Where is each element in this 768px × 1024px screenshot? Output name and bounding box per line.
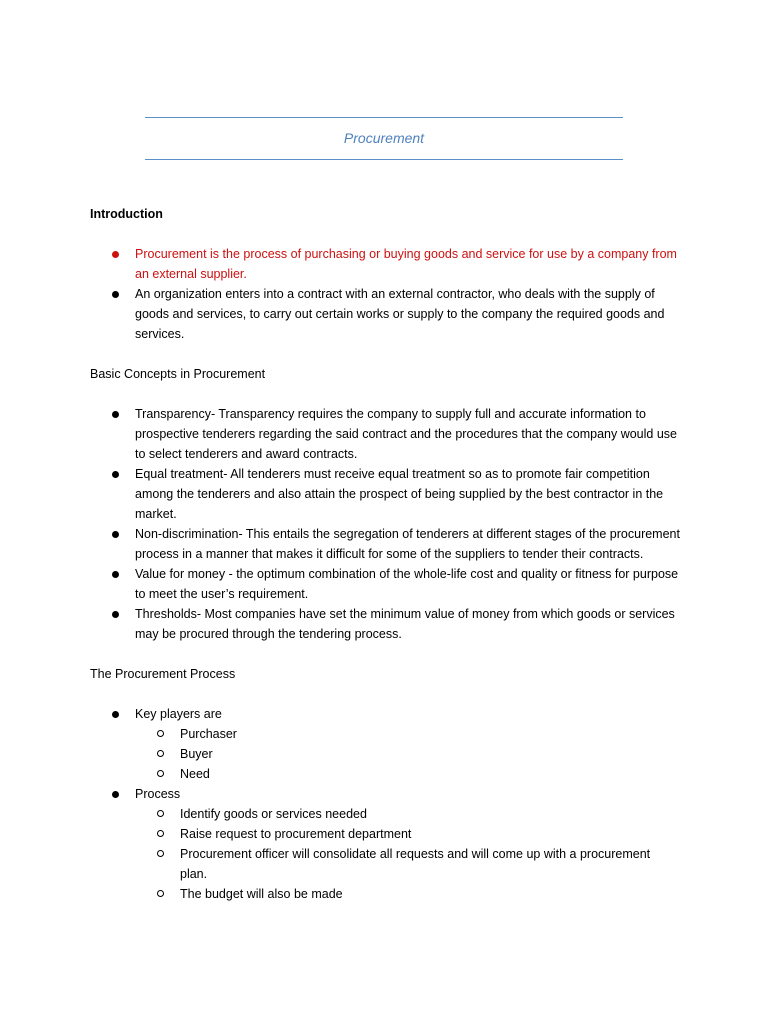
list-item bbox=[90, 404, 680, 464]
sublist-item bbox=[135, 844, 680, 884]
process-sublist bbox=[135, 804, 680, 904]
document-title: Procurement bbox=[343, 130, 425, 146]
bullet-icon bbox=[112, 571, 119, 578]
bullet-icon bbox=[112, 471, 119, 478]
list-item bbox=[90, 704, 680, 784]
circle-bullet-icon bbox=[157, 750, 164, 757]
sublist-item-text: Identify goods or services needed bbox=[180, 807, 367, 821]
circle-bullet-icon bbox=[157, 770, 164, 777]
sublist-item-text: Purchaser bbox=[180, 727, 237, 741]
circle-bullet-icon bbox=[157, 730, 164, 737]
sublist-item bbox=[135, 884, 680, 904]
list-item-text: Equal treatment- All tenderers must receive equal treatment so as to promote fair competition among the tenderers and also attain the prospect of being supplied by the best contractor in the market. bbox=[135, 467, 664, 521]
procurement-process-list bbox=[90, 704, 690, 904]
list-item-text: Procurement is the process of purchasing or buying goods and service for use by a company from an external supplier. bbox=[135, 247, 677, 281]
list-item-text: An organization enters into a contract with an external contractor, who deals with the supply of goods and services, to carry out certain works or supply to the company the required goods and services. bbox=[135, 287, 665, 341]
list-item bbox=[90, 784, 680, 904]
list-item bbox=[90, 284, 680, 344]
sublist-item-text: Procurement officer will consolidate all requests and will come up with a procurement plan. bbox=[180, 847, 651, 881]
bullet-icon bbox=[112, 411, 119, 418]
key-players-sublist bbox=[135, 724, 680, 784]
procurement-process-heading: The Procurement Process bbox=[90, 667, 236, 681]
introduction-list bbox=[90, 244, 690, 344]
sublist-item bbox=[135, 804, 680, 824]
circle-bullet-icon bbox=[157, 810, 164, 817]
introduction-heading: Introduction bbox=[90, 207, 163, 221]
sublist-item bbox=[135, 824, 680, 844]
list-item bbox=[90, 244, 680, 284]
bullet-icon bbox=[112, 531, 119, 538]
bullet-icon bbox=[112, 611, 119, 618]
bullet-icon bbox=[112, 791, 119, 798]
list-item-text: Value for money - the optimum combination of the whole-life cost and quality or fitness for purpose to meet the user’s requirement. bbox=[135, 567, 679, 601]
sublist-item-text: Raise request to procurement department bbox=[180, 827, 412, 841]
basic-concepts-heading: Basic Concepts in Procurement bbox=[90, 367, 266, 381]
sublist-item bbox=[135, 764, 680, 784]
list-item bbox=[90, 564, 680, 604]
sublist-item-text: Need bbox=[180, 767, 210, 781]
list-item-text: Thresholds- Most companies have set the minimum value of money from which goods or services may be procured through the tendering process. bbox=[135, 607, 675, 641]
circle-bullet-icon bbox=[157, 850, 164, 857]
list-item-text: Non-discrimination- This entails the segregation of tenderers at different stages of the procurement process in a manner that makes it difficult for some of the suppliers to tender their contracts. bbox=[135, 527, 680, 561]
sublist-item-text: The budget will also be made bbox=[180, 887, 343, 901]
basic-concepts-list bbox=[90, 404, 690, 644]
circle-bullet-icon bbox=[157, 830, 164, 837]
circle-bullet-icon bbox=[157, 890, 164, 897]
sublist-item bbox=[135, 744, 680, 764]
list-item bbox=[90, 464, 680, 524]
list-item-text: Process bbox=[135, 787, 181, 801]
list-item bbox=[90, 604, 680, 644]
sublist-item-text: Buyer bbox=[180, 747, 213, 761]
sublist-item bbox=[135, 724, 680, 744]
title-top-rule bbox=[145, 117, 623, 118]
list-item bbox=[90, 524, 680, 564]
bullet-icon bbox=[112, 711, 119, 718]
list-item-text: Transparency- Transparency requires the company to supply full and accurate information to prospective tenderers regarding the said contract and the procedures that the company would use to select tenderers and award contracts. bbox=[135, 407, 677, 461]
bullet-icon bbox=[112, 251, 119, 258]
document-body bbox=[90, 204, 690, 904]
list-item-text: Key players are bbox=[135, 707, 222, 721]
title-bottom-rule bbox=[145, 159, 623, 160]
bullet-icon bbox=[112, 291, 119, 298]
